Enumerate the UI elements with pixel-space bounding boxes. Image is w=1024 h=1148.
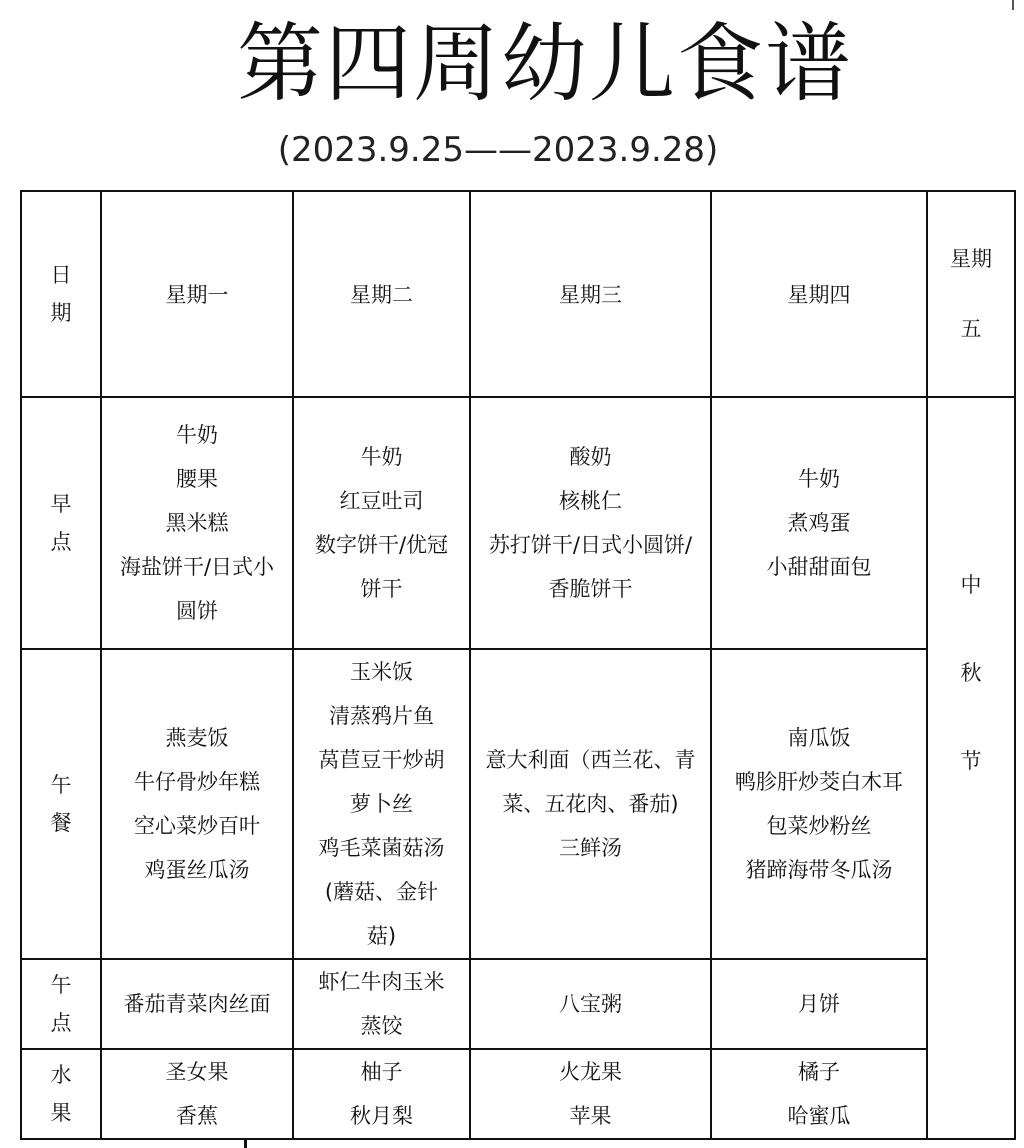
monday-header: 星期一 (101, 191, 293, 397)
fruit-label-cell (21, 1049, 101, 1139)
menu-item: 柚子 (360, 1060, 403, 1084)
date-header-cell (21, 191, 101, 397)
lunch-monday (101, 649, 293, 959)
breakfast-label-cell (21, 397, 101, 649)
row-label-line: 餐 (50, 811, 72, 835)
menu-item: 酸奶 (569, 445, 612, 469)
menu-item: 红豆吐司 (339, 489, 424, 513)
snack-thursday (711, 959, 927, 1049)
menu-item: 玉米饭 (350, 660, 413, 684)
breakfast-tuesday (293, 397, 470, 649)
row-label-line: 点 (50, 1011, 72, 1035)
snack-monday (101, 959, 293, 1049)
wednesday-header: 星期三 (470, 191, 711, 397)
date-header-line: 期 (50, 301, 72, 325)
menu-item: 燕麦饭 (165, 726, 229, 750)
row-label-line: 早 (50, 492, 72, 516)
breakfast-row (21, 397, 1015, 649)
bottom-edge-mark (244, 1138, 247, 1148)
menu-item: 苏打饼干/日式小圆饼/ (488, 533, 693, 557)
menu-item: 香蕉 (176, 1104, 218, 1128)
menu-item: 牛奶 (360, 445, 403, 469)
fruit-row (21, 1049, 1015, 1139)
date-header-line: 日 (50, 263, 72, 287)
fruit-monday (101, 1049, 293, 1139)
menu-item: 莴苣豆干炒胡 (318, 748, 445, 772)
friday-header-line: 星期 (950, 247, 992, 271)
holiday-spacer (932, 805, 1010, 995)
tuesday-header: 星期二 (293, 191, 470, 397)
menu-item: 牛奶 (798, 467, 840, 491)
snack-row (21, 959, 1015, 1049)
row-label-line: 果 (50, 1101, 72, 1125)
menu-item: 核桃仁 (559, 489, 622, 513)
menu-item: 牛仔骨炒年糕 (134, 770, 260, 794)
menu-item: 猪蹄海带冬瓜汤 (745, 858, 893, 882)
lunch-tuesday (293, 649, 470, 959)
menu-item: 煮鸡蛋 (787, 511, 851, 535)
menu-item: 饼干 (360, 577, 403, 601)
holiday-char: 节 (960, 749, 982, 773)
menu-item: 数字饼干/优冠 (314, 533, 449, 557)
menu-item: (蘑菇、金针 (324, 880, 439, 904)
row-label-line: 午 (50, 973, 72, 997)
menu-item: 苹果 (569, 1104, 612, 1128)
breakfast-monday (101, 397, 293, 649)
row-label-line: 午 (50, 773, 72, 797)
date-range: (2023.9.25——2023.9.28) (277, 130, 719, 170)
menu-item: 空心菜炒百叶 (134, 814, 260, 838)
menu-item: 哈蜜瓜 (787, 1104, 851, 1128)
lunch-row (21, 649, 1015, 959)
menu-item: 鸡蛋丝瓜汤 (144, 858, 250, 882)
row-label-line: 点 (50, 530, 72, 554)
menu-item: 菇) (366, 924, 397, 948)
friday-header (927, 191, 1015, 397)
lunch-label-cell (21, 649, 101, 959)
menu-item: 橘子 (798, 1060, 840, 1084)
menu-item: 秋月梨 (350, 1104, 413, 1128)
menu-item: 萝卜丝 (350, 792, 413, 816)
menu-item: 三鲜汤 (559, 836, 622, 860)
header-row (21, 191, 1015, 397)
breakfast-thursday (711, 397, 927, 649)
menu-item: 清蒸鸦片鱼 (329, 704, 434, 728)
menu-item: 圆饼 (176, 599, 218, 623)
friday-header-line: 五 (960, 317, 982, 341)
menu-item: 圣女果 (165, 1060, 229, 1084)
row-label-line: 水 (50, 1063, 72, 1087)
friday-holiday-cell (927, 397, 1015, 1139)
menu-item: 意大利面（西兰花、青 (485, 748, 696, 772)
fruit-thursday (711, 1049, 927, 1139)
thursday-header: 星期四 (711, 191, 927, 397)
weekly-menu-table (20, 190, 1016, 1140)
menu-item: 腰果 (176, 467, 218, 491)
breakfast-wednesday (470, 397, 711, 649)
menu-item: 虾仁牛肉玉米 (318, 970, 445, 994)
snack-wednesday (470, 959, 711, 1049)
menu-item: 牛奶 (176, 423, 218, 447)
menu-item: 火龙果 (559, 1060, 622, 1084)
menu-item: 八宝粥 (559, 992, 622, 1016)
menu-item: 蒸饺 (360, 1014, 403, 1038)
holiday-char: 中 (960, 573, 982, 597)
menu-item: 番茄青菜肉丝面 (123, 992, 271, 1016)
snack-tuesday (293, 959, 470, 1049)
menu-item: 月饼 (798, 992, 840, 1016)
menu-item: 鸡毛菜菌菇汤 (318, 836, 445, 860)
menu-item: 南瓜饭 (787, 726, 851, 750)
menu-item: 小甜甜面包 (766, 555, 872, 579)
fruit-tuesday (293, 1049, 470, 1139)
snack-label-cell (21, 959, 101, 1049)
menu-item: 菜、五花肉、番茄) (502, 792, 679, 816)
lunch-wednesday (470, 649, 711, 959)
menu-item: 香脆饼干 (548, 577, 633, 601)
menu-item: 鸭胗肝炒茭白木耳 (735, 770, 903, 794)
holiday-char: 秋 (960, 661, 982, 685)
menu-item: 包菜炒粉丝 (766, 814, 872, 838)
page-edge-mark (1012, 0, 1014, 10)
fruit-wednesday (470, 1049, 711, 1139)
menu-item: 海盐饼干/日式小 (119, 555, 275, 579)
menu-item: 黑米糕 (165, 511, 229, 535)
page-title: 第四周幼儿食谱 (237, 14, 853, 114)
lunch-thursday (711, 649, 927, 959)
